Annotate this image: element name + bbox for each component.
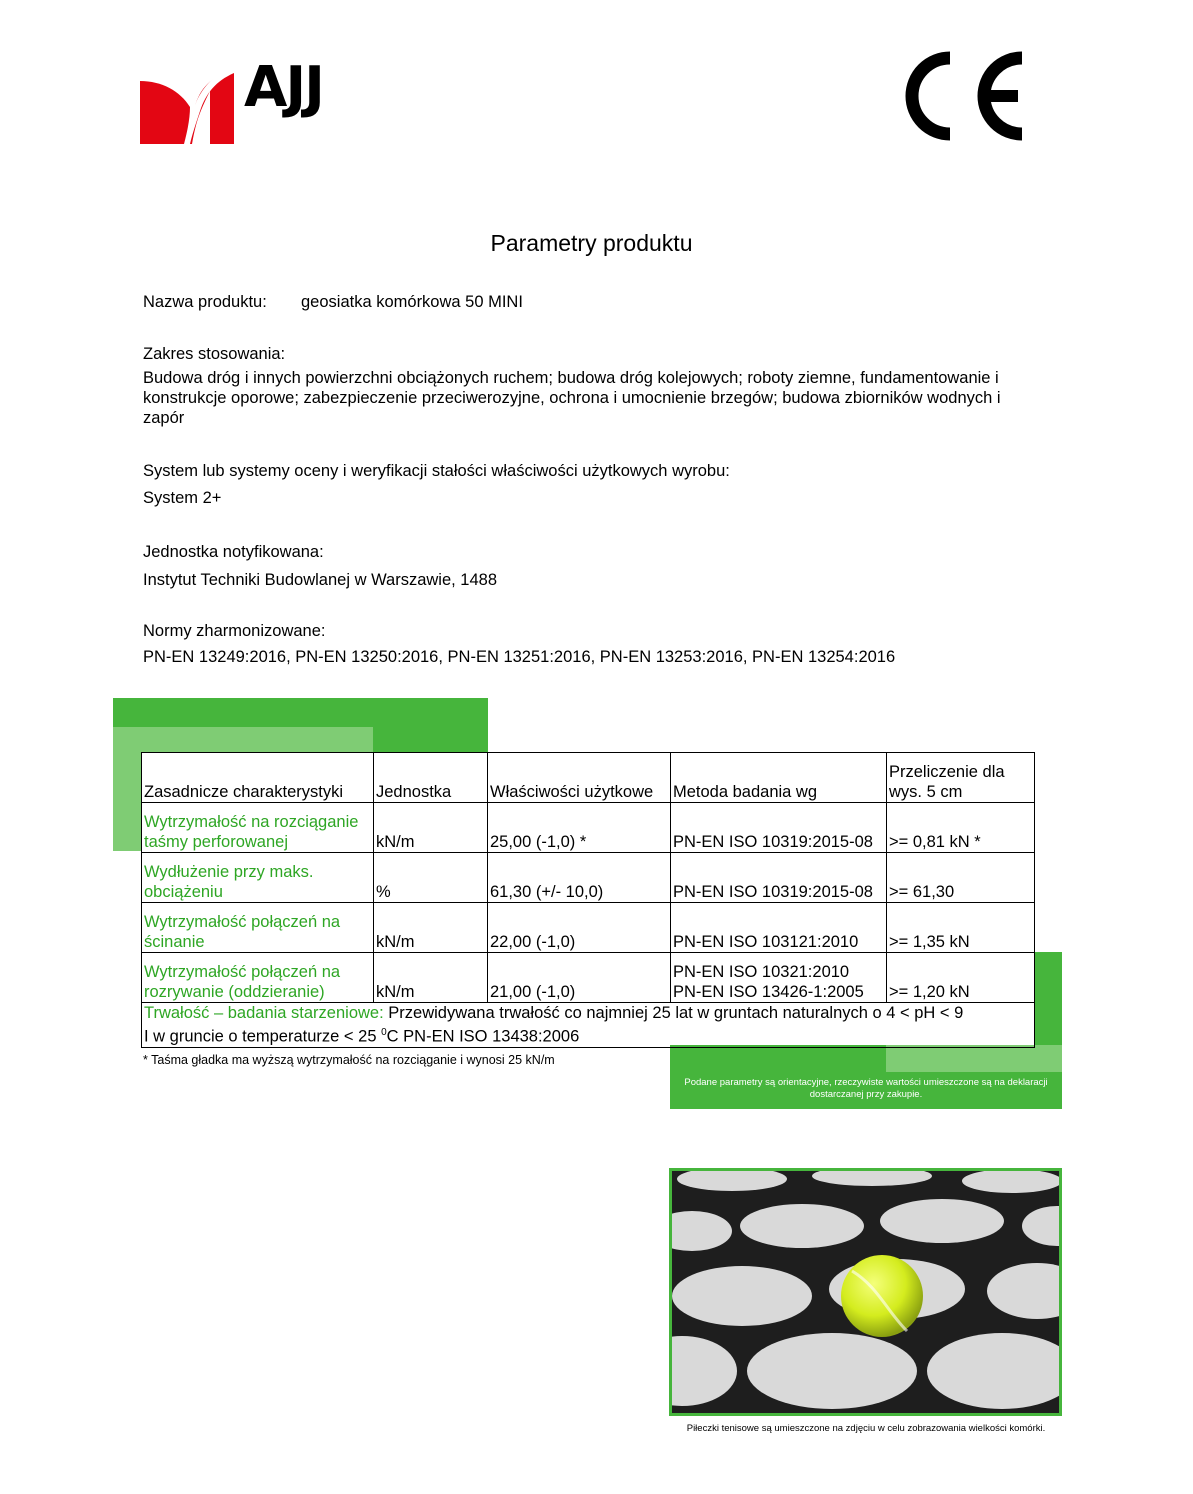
value-cell: 25,00 (-1,0) * bbox=[488, 803, 671, 853]
table-header-cell: Właściwości użytkowe bbox=[488, 753, 671, 803]
notified-body-label: Jednostka notyfikowana: bbox=[143, 543, 324, 561]
value-cell: 21,00 (-1,0) bbox=[488, 953, 671, 1003]
photo-caption: Piłeczki tenisowe są umieszczone na zdjęciu w celu zobrazowania wielkości komórki. bbox=[686, 1423, 1046, 1434]
unit-cell: kN/m bbox=[374, 953, 488, 1003]
conversion-cell: >= 1,20 kN bbox=[887, 953, 1035, 1003]
table-row bbox=[142, 953, 1035, 1003]
table-row bbox=[142, 853, 1035, 903]
characteristic-name: Wytrzymałość połączeń na ścinanie bbox=[142, 903, 374, 953]
method-line: PN-EN ISO 13426-1:2005 bbox=[673, 983, 864, 1001]
page-title: Parametry produktu bbox=[490, 230, 693, 256]
geogrid-photo-illustration bbox=[672, 1171, 1059, 1413]
standards-label: Normy zharmonizowane: bbox=[143, 622, 326, 640]
conversion-cell: >= 61,30 bbox=[887, 853, 1035, 903]
method-cell bbox=[671, 953, 887, 1003]
scope-label: Zakres stosowania: bbox=[143, 345, 286, 363]
standards-value: PN-EN 13249:2016, PN-EN 13250:2016, PN-EN 13251:2016, PN-EN 13253:2016, PN-EN 13254:2016 bbox=[143, 648, 896, 666]
characteristic-name: Wytrzymałość na rozciąganie taśmy perforowanej bbox=[142, 803, 374, 853]
unit-cell: kN/m bbox=[374, 803, 488, 853]
table-footnote: * Taśma gładka ma wyższą wytrzymałość na rozciąganie i wynosi 25 kN/m bbox=[143, 1053, 555, 1067]
characteristic-name: Wydłużenie przy maks. obciążeniu bbox=[142, 853, 374, 903]
green-accent-block-light-right bbox=[886, 1045, 1062, 1072]
product-photo bbox=[669, 1168, 1062, 1416]
method-line: PN-EN ISO 10321:2010 bbox=[673, 963, 850, 981]
table-row bbox=[142, 903, 1035, 953]
table-header-cell: Jednostka bbox=[374, 753, 488, 803]
characteristic-name: Wytrzymałość połączeń na rozrywanie (oddzieranie) bbox=[142, 953, 374, 1003]
disclaimer-line-1: Podane parametry są orientacyjne, rzeczywiste wartości umieszczone są na deklaracji bbox=[684, 1077, 1048, 1088]
scope-line-1: Budowa dróg i innych powierzchni obciążonych ruchem; budowa dróg kolejowych; roboty ziemne, fundamentowanie i bbox=[143, 369, 999, 387]
durability-row bbox=[142, 1003, 1035, 1048]
product-name-value: geosiatka komórkowa 50 MINI bbox=[301, 293, 523, 311]
unit-cell: % bbox=[374, 853, 488, 903]
durability-text: Przewidywana trwałość co najmniej 25 lat w gruntach naturalnych o 4 < pH < 9 bbox=[388, 1004, 964, 1022]
product-name-label: Nazwa produktu: bbox=[143, 293, 267, 311]
parameters-table bbox=[141, 752, 1035, 1048]
method-cell: PN-EN ISO 10319:2015-08 bbox=[671, 853, 887, 903]
table-header-cell: Metoda badania wg bbox=[671, 753, 887, 803]
conversion-cell: >= 1,35 kN bbox=[887, 903, 1035, 953]
durability-label: Trwałość – badania starzeniowe: bbox=[144, 1004, 384, 1022]
table-header-cell: Zasadnicze charakterystyki bbox=[142, 753, 374, 803]
method-cell: PN-EN ISO 103121:2010 bbox=[671, 903, 887, 953]
scope-line-3: zapór bbox=[143, 409, 185, 427]
durability-text-2a: I w gruncie o temperaturze < 25 bbox=[144, 1027, 382, 1046]
disclaimer-line-2: dostarczanej przy zakupie. bbox=[809, 1089, 923, 1100]
green-accent-block-right bbox=[670, 1045, 886, 1072]
durability-text-2b: C PN-EN ISO 13438:2006 bbox=[386, 1027, 580, 1046]
green-accent-block-light bbox=[113, 727, 373, 753]
degree-superscript: 0 bbox=[381, 1027, 387, 1038]
company-logo-mark bbox=[140, 51, 234, 144]
table-row bbox=[142, 803, 1035, 853]
durability-cell bbox=[142, 1003, 1035, 1048]
green-accent-strip bbox=[113, 753, 141, 851]
unit-cell: kN/m bbox=[374, 903, 488, 953]
value-cell: 22,00 (-1,0) bbox=[488, 903, 671, 953]
system-label: System lub systemy oceny i weryfikacji stałości właściwości użytkowych wyrobu: bbox=[143, 462, 730, 480]
system-value: System 2+ bbox=[143, 489, 222, 507]
ce-mark-icon bbox=[900, 48, 1030, 144]
conversion-cell: >= 0,81 kN * bbox=[887, 803, 1035, 853]
value-cell: 61,30 (+/- 10,0) bbox=[488, 853, 671, 903]
table-header-row bbox=[142, 753, 1035, 803]
notified-body-value: Instytut Techniki Budowlanej w Warszawie, 1488 bbox=[143, 571, 498, 589]
table-header-cell: Przeliczenie dla wys. 5 cm bbox=[887, 753, 1035, 803]
company-logo-text: AJJ bbox=[244, 55, 324, 120]
method-cell: PN-EN ISO 10319:2015-08 bbox=[671, 803, 887, 853]
disclaimer-note bbox=[670, 1072, 1062, 1109]
scope-line-2: konstrukcje oporowe; zabezpieczenie przeciwerozyjne, ochrona i umocnienie brzegów; budowa zbiorników wodnych i bbox=[143, 389, 1001, 407]
